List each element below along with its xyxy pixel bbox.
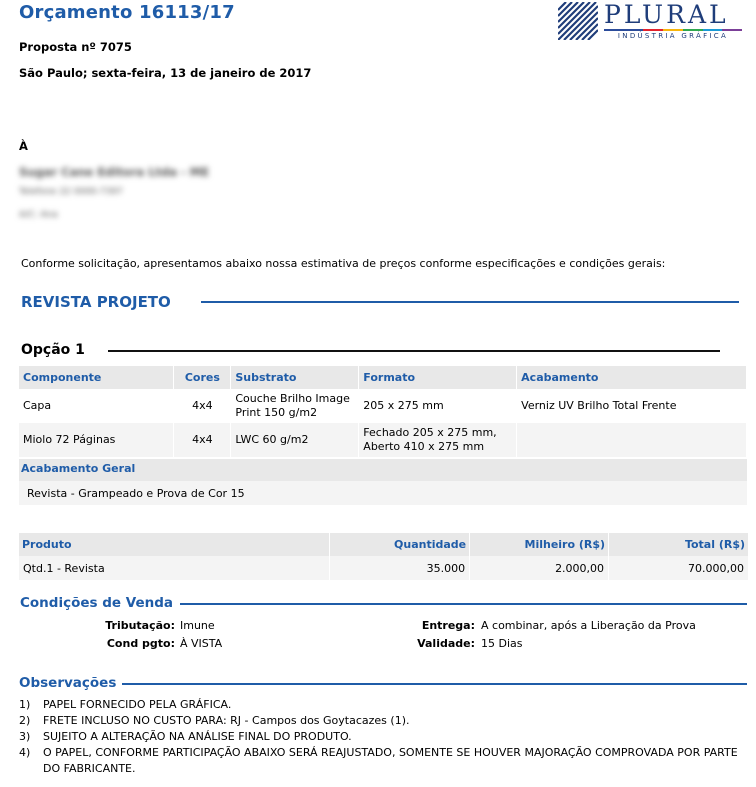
col-header-formato: Formato: [359, 366, 517, 389]
cell-cores: 4x4: [174, 389, 231, 423]
observation-number: 2): [19, 714, 31, 727]
observation-text: SUJEITO A ALTERAÇÃO NA ANÁLISE FINAL DO PRODUTO.: [43, 730, 352, 743]
observation-text: O PAPEL, CONFORME PARTICIPAÇÃO ABAIXO SERÁ REAJUSTADO, SOMENTE SE HOUVER MAJORAÇÃO COMPROVADA POR PARTE DO FABRICANTE.: [43, 746, 738, 775]
table-row: [19, 423, 747, 457]
components-header-row: [19, 366, 747, 389]
cell-quantidade: 35.000: [330, 556, 470, 580]
tributacao-label: Tributação:: [105, 619, 175, 632]
option-title-rule: [108, 350, 720, 352]
conditions-title: Condições de Venda: [20, 595, 174, 611]
list-item: [19, 729, 744, 745]
logo-stripes-icon: [558, 2, 598, 40]
observation-number: 3): [19, 730, 31, 743]
col-header-componente: Componente: [19, 366, 174, 389]
col-header-substrato: Substrato: [231, 366, 359, 389]
observations-title: Observações: [19, 675, 117, 691]
cell-formato: Fechado 205 x 275 mm, Aberto 410 x 275 mm: [359, 423, 517, 457]
project-title-rule: [201, 301, 739, 303]
col-header-total: Total (R$): [609, 533, 749, 556]
intro-text: Conforme solicitação, apresentamos abaixo nossa estimativa de preços conforme especificações e condições gerais:: [21, 257, 666, 270]
validade-value: 15 Dias: [481, 637, 523, 650]
conditions-title-rule: [180, 603, 747, 605]
observation-number: 1): [19, 698, 31, 711]
cell-substrato: Couche Brilho Image Print 150 g/m2: [231, 389, 359, 423]
cell-componente: Capa: [19, 389, 174, 423]
cond-pgto-label: Cond pgto:: [106, 637, 175, 650]
products-table: [19, 533, 749, 580]
observation-text: PAPEL FORNECIDO PELA GRÁFICA.: [43, 698, 232, 711]
products-header-row: [19, 533, 749, 556]
cell-cores: 4x4: [174, 423, 231, 457]
recipient-name: Sugar Cane Editora Ltda - ME: [19, 165, 210, 179]
option-title: Opção 1: [21, 342, 85, 358]
recipient-attention: A/C: Ana: [19, 210, 58, 220]
observation-number: 4): [19, 746, 31, 759]
col-header-milheiro: Milheiro (R$): [470, 533, 609, 556]
recipient-to-label: À: [19, 139, 28, 153]
col-header-produto: Produto: [19, 533, 330, 556]
observations-list: [19, 697, 744, 777]
table-row: [19, 556, 749, 580]
col-header-acabamento: Acabamento: [517, 366, 747, 389]
recipient-phone: Telefone 22 0000-7397: [19, 187, 123, 197]
table-row: [19, 389, 747, 423]
list-item: [19, 697, 744, 713]
logo-name: PLURAL: [604, 0, 729, 29]
acabamento-geral-value: Revista - Grampeado e Prova de Cor 15: [19, 481, 747, 505]
list-item: [19, 713, 744, 729]
logo-subtitle: INDÚSTRIA GRÁFICA: [617, 32, 729, 40]
date-line: São Paulo; sexta-feira, 13 de janeiro de 2017: [19, 66, 312, 80]
document-title: Orçamento 16113/17: [19, 2, 235, 23]
project-title: REVISTA PROJETO: [21, 293, 171, 311]
col-header-quantidade: Quantidade: [330, 533, 470, 556]
cell-substrato: LWC 60 g/m2: [231, 423, 359, 457]
cell-acabamento: [517, 423, 747, 457]
tributacao-value: Imune: [180, 619, 215, 632]
cell-acabamento: Verniz UV Brilho Total Frente: [517, 389, 747, 423]
cell-total: 70.000,00: [609, 556, 749, 580]
acabamento-geral-label: Acabamento Geral: [19, 459, 747, 481]
components-table: [19, 366, 747, 457]
cell-formato: 205 x 275 mm: [359, 389, 517, 423]
col-header-cores: Cores: [174, 366, 231, 389]
cell-milheiro: 2.000,00: [470, 556, 609, 580]
entrega-value: A combinar, após a Liberação da Prova: [481, 619, 696, 632]
validade-label: Validade:: [417, 637, 475, 650]
cell-produto: Qtd.1 - Revista: [19, 556, 330, 580]
proposal-number: Proposta nº 7075: [19, 40, 132, 54]
plural-logo: [558, 2, 744, 42]
entrega-label: Entrega:: [421, 619, 475, 632]
observation-text: FRETE INCLUSO NO CUSTO PARA: RJ - Campos dos Goytacazes (1).: [43, 714, 410, 727]
cond-pgto-value: À VISTA: [180, 637, 223, 650]
list-item: [19, 745, 744, 777]
cell-componente: Miolo 72 Páginas: [19, 423, 174, 457]
observations-title-rule: [122, 683, 747, 685]
